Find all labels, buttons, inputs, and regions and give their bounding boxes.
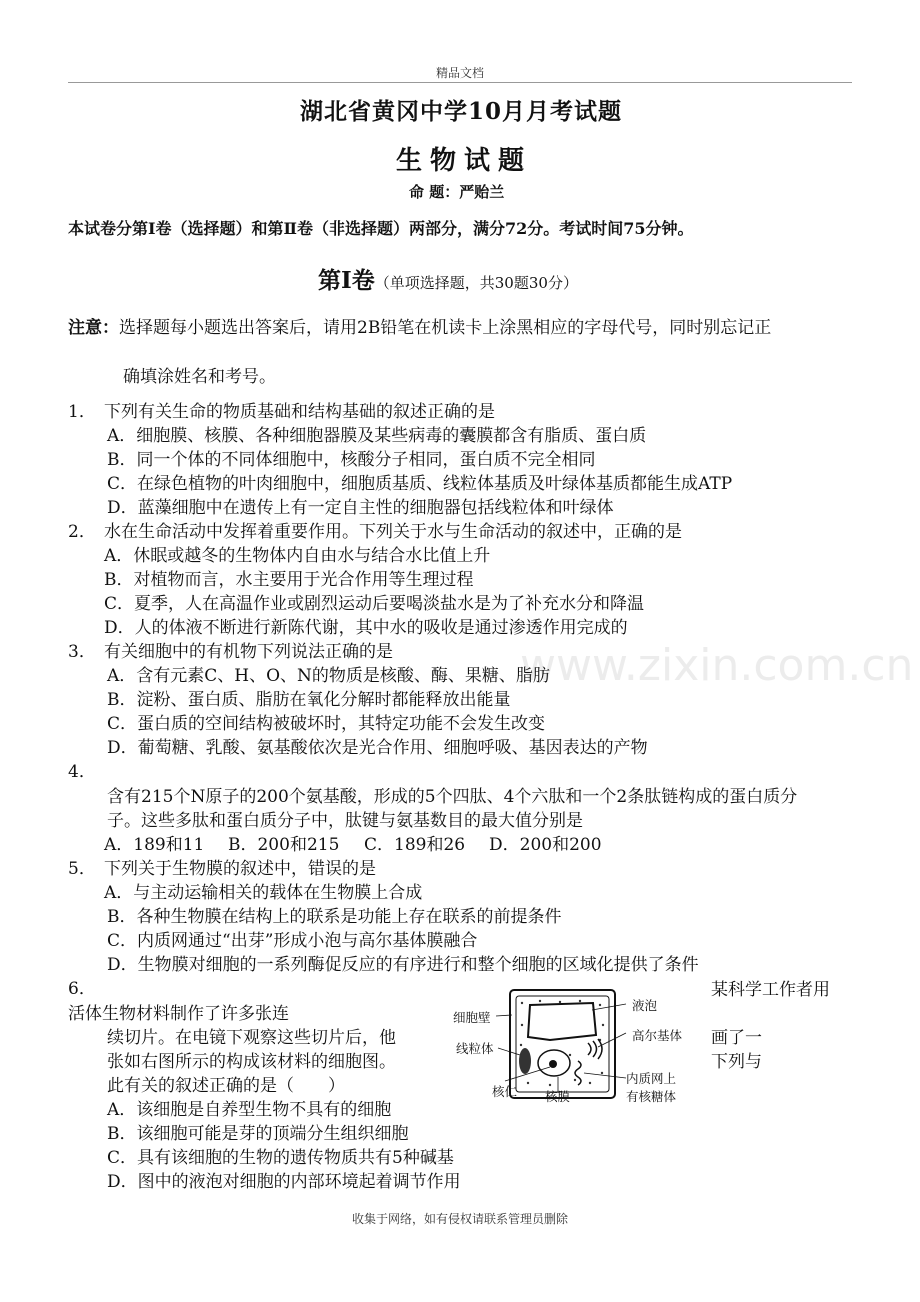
mitochondrion-shape	[519, 1048, 531, 1074]
q1-stem: 下列有关生命的物质基础和结构基础的叙述正确的是	[104, 402, 495, 422]
q3-option-c: C．蛋白质的空间结构被破坏时，其特定功能不会发生改变	[107, 714, 546, 734]
q6-stem-part-1: 某科学工作者用	[711, 980, 830, 1000]
label-nuclear-envelope: 核膜	[545, 1089, 571, 1104]
q1-option-c: C．在绿色植物的叶肉细胞中，细胞质基质、线粒体基质及叶绿体基质都能生成ATP	[107, 474, 733, 494]
notice-label: 注意：	[68, 318, 119, 338]
label-er-2: 有核糖体	[626, 1089, 677, 1104]
notice-line-2: 确填涂姓名和考号。	[123, 367, 276, 387]
intro-line: 本试卷分第Ⅰ卷（选择题）和第Ⅱ卷（非选择题）两部分，满分72分。考试时间75分钟。	[68, 219, 694, 238]
q5-number: 5．	[68, 859, 96, 879]
label-nucleolus: 核仁	[492, 1084, 518, 1099]
q4-stem-line-2: 子。这些多肽和蛋白质分子中，肽键与氨基数目的最大值分别是	[107, 811, 583, 831]
label-er-1: 内质网上	[626, 1071, 677, 1086]
label-cell-wall: 细胞壁	[453, 1010, 491, 1025]
watermark: www.zixin.com.cn	[520, 640, 914, 691]
notice-text-1: 选择题每小题选出答案后，请用2B铅笔在机读卡上涂黑相应的字母代号，同时别忘记正	[119, 318, 772, 338]
section-heading	[318, 262, 578, 295]
q6-stem-part-7: 此有关的叙述正确的是（ ）	[107, 1076, 345, 1096]
q4-stem-line-1: 含有215个N原子的200个氨基酸，形成的5个四肽、4个六肽和一个2条肽链构成的蛋白质分	[107, 787, 798, 807]
q6-stem-part-4: 画了一	[711, 1028, 762, 1048]
q3-option-b: B．淀粉、蛋白质、脂肪在氧化分解时都能释放出能量	[107, 690, 511, 710]
q6-number: 6．	[68, 979, 96, 999]
section-subtitle: （单项选择题，共30题30分）	[374, 274, 578, 292]
q5-option-b: B．各种生物膜在结构上的联系是功能上存在联系的前提条件	[107, 907, 562, 927]
q1-option-d: D．蓝藻细胞中在遗传上有一定自主性的细胞器包括线粒体和叶绿体	[107, 498, 614, 518]
page-header: 精品文档	[436, 66, 485, 80]
q4-option-d: D．200和200	[489, 835, 602, 855]
q4-option-c: C．189和26	[364, 835, 466, 855]
vacuole-shape	[528, 1003, 596, 1040]
page-footer: 收集于网络，如有侵权请联系管理员删除	[352, 1212, 569, 1226]
q5-option-d: D．生物膜对细胞的一系列酶促反应的有序进行和整个细胞的区域化提供了条件	[107, 955, 699, 975]
nucleolus-shape	[549, 1060, 557, 1068]
q4-option-a: A．189和11	[104, 835, 205, 855]
author-line: 命 题：严贻兰	[409, 183, 505, 201]
q6-stem-part-5: 张如右图所示的构成该材料的细胞图。	[107, 1052, 396, 1072]
q2-option-d: D．人的体液不断进行新陈代谢，其中水的吸收是通过渗透作用完成的	[104, 618, 628, 638]
q3-option-d: D．葡萄糖、乳酸、氨基酸依次是光合作用、细胞呼吸、基因表达的产物	[107, 738, 648, 758]
q3-stem: 有关细胞中的有机物下列说法正确的是	[104, 642, 393, 662]
q4-number: 4．	[68, 762, 96, 782]
q1-option-b: B．同一个体的不同体细胞中，核酸分子相同，蛋白质不完全相同	[107, 450, 596, 470]
subject-title: 生物试题	[396, 146, 533, 176]
q2-option-b: B．对植物而言，水主要用于光合作用等生理过程	[104, 570, 474, 590]
label-mitochondrion: 线粒体	[456, 1041, 494, 1056]
q5-option-c: C．内质网通过“出芽”形成小泡与高尔基体膜融合	[107, 931, 478, 951]
exam-title: 湖北省黄冈中学10月月考试题	[300, 98, 623, 125]
q6-stem-part-6: 下列与	[711, 1052, 762, 1072]
q2-stem: 水在生命活动中发挥着重要作用。下列关于水与生命活动的叙述中，正确的是	[104, 522, 682, 542]
q1-number: 1．	[68, 402, 96, 422]
q6-stem-part-3: 续切片。在电镜下观察这些切片后，他	[107, 1028, 396, 1048]
q6-stem-part-2: 活体生物材料制作了许多张连	[68, 1004, 289, 1024]
section-title: 第Ⅰ卷	[318, 267, 375, 294]
notice-line-1	[68, 313, 771, 338]
label-vacuole: 液泡	[632, 998, 658, 1013]
q6-option-b: B．该细胞可能是芽的顶端分生组织细胞	[107, 1124, 409, 1144]
q5-stem: 下列关于生物膜的叙述中，错误的是	[104, 859, 376, 879]
q2-number: 2．	[68, 522, 96, 542]
q4-option-b: B．200和215	[228, 835, 340, 855]
q2-option-a: A．休眠或越冬的生物体内自由水与结合水比值上升	[104, 546, 491, 566]
q5-option-a: A．与主动运输相关的载体在生物膜上合成	[104, 883, 423, 903]
q6-option-a: A．该细胞是自养型生物不具有的细胞	[107, 1100, 392, 1120]
q1-option-a: A．细胞膜、核膜、各种细胞器膜及某些病毒的囊膜都含有脂质、蛋白质	[107, 426, 647, 446]
label-golgi: 高尔基体	[632, 1028, 683, 1043]
header-rule	[68, 82, 852, 83]
q3-number: 3．	[68, 642, 96, 662]
q6-option-d: D．图中的液泡对细胞的内部环境起着调节作用	[107, 1172, 461, 1192]
q3-option-a: A．含有元素C、H、O、N的物质是核酸、酶、果糖、脂肪	[107, 666, 550, 686]
q2-option-c: C．夏季，人在高温作业或剧烈运动后要喝淡盐水是为了补充水分和降温	[104, 594, 645, 614]
q6-option-c: C．具有该细胞的生物的遗传物质共有5种碱基	[107, 1148, 454, 1168]
